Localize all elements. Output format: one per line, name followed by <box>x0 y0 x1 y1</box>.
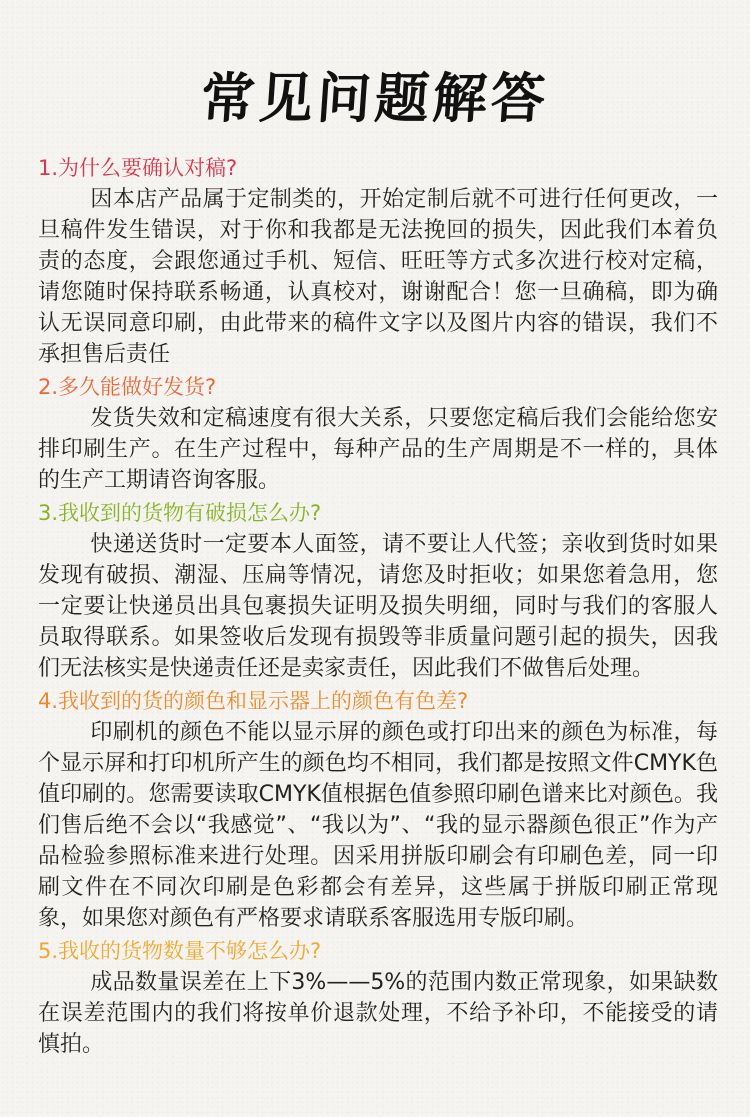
faq-answer-2 <box>38 403 718 496</box>
faq-item-2 <box>38 371 718 496</box>
faq-answer-4-text: 印刷机的颜色不能以显示屏的颜色或打印出来的颜色为标准，每个显示屏和打印机所产生的颜色均不相同，我们都是按照文件CMYK色值印刷的。您需要读取CMYK值根据色值参照印刷色谱来比对颜色。我们售后绝不会以“我感觉”、“我以为”、“我的显示器颜色很正”作为产品检验参照标准来进行处理。因采用拼版印刷会有印刷色差，同一印刷文件在不同次印刷是色彩都会有差异，这些属于拼版印刷正常现象，如果您对颜色有严格要求请联系客服选用专版印刷。 <box>38 720 718 931</box>
faq-answer-3-text: 快递送货时一定要本人面签，请不要让人代签；亲收到货时如果发现有破损、潮湿、压扁等情况，请您及时拒收；如果您着急用，您一定要让快递员出具包裹损失证明及损失明细，同时与我们的客服人员取得联系。如果签收后发现有损毁等非质量问题引起的损失，因我们无法核实是快递责任还是卖家责任，因此我们不做售后处理。 <box>38 532 718 681</box>
faq-question-4: 4.我收到的货的颜色和显示器上的颜色有色差? <box>38 689 469 713</box>
faq-question-3: 3.我收到的货物有破损怎么办? <box>38 501 322 525</box>
faq-item-4 <box>38 685 718 934</box>
faq-answer-5 <box>38 967 718 1060</box>
faq-answer-5-text: 成品数量误差在上下3%——5%的范围内数正常现象，如果缺数在误差范围内的我们将按单价退款处理，不给予补印，不能接受的请慎拍。 <box>38 970 718 1057</box>
faq-item-5 <box>38 935 718 1060</box>
faq-answer-1 <box>38 184 718 370</box>
faq-question-1: 1.为什么要确认对稿? <box>38 156 238 180</box>
faq-answer-1-text: 因本店产品属于定制类的，开始定制后就不可进行任何更改，一旦稿件发生错误，对于你和我都是无法挽回的损失，因此我们本着负责的态度，会跟您通过手机、短信、旺旺等方式多次进行校对定稿，请您随时保持联系畅通，认真校对，谢谢配合！您一旦确稿，即为确认无误同意印刷，由此带来的稿件文字以及图片内容的错误，我们不承担售后责任 <box>38 187 718 367</box>
faq-item-3 <box>38 497 718 684</box>
faq-question-5: 5.我收的货物数量不够怎么办? <box>38 939 322 963</box>
faq-question-2: 2.多久能做好发货? <box>38 375 217 399</box>
faq-item-1 <box>38 152 718 370</box>
faq-list <box>38 152 718 1061</box>
page-title: 常见问题解答 <box>198 66 552 130</box>
faq-answer-4 <box>38 717 718 934</box>
faq-answer-3 <box>38 529 718 684</box>
faq-answer-2-text: 发货失效和定稿速度有很大关系，只要您定稿后我们会能给您安排印刷生产。在生产过程中，每种产品的生产周期是不一样的，具体的生产工期请咨询客服。 <box>38 406 718 493</box>
